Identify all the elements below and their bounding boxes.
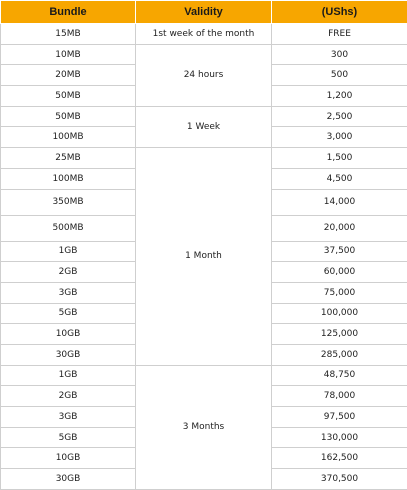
bundle-cell: 3GB <box>1 407 136 428</box>
bundle-cell: 3GB <box>1 282 136 303</box>
price-cell: 48,750 <box>272 365 407 386</box>
header-price: (UShs) <box>272 1 407 24</box>
bundle-cell: 1GB <box>1 241 136 262</box>
table-row <box>1 106 407 127</box>
price-cell: 3,000 <box>272 127 407 148</box>
bundle-cell: 50MB <box>1 106 136 127</box>
bundle-cell: 50MB <box>1 86 136 107</box>
bundle-cell: 500MB <box>1 215 136 241</box>
header-bundle: Bundle <box>1 1 136 24</box>
bundle-cell: 100MB <box>1 127 136 148</box>
validity-cell: 1 Month <box>136 148 272 366</box>
price-cell: 125,000 <box>272 324 407 345</box>
price-cell: 370,500 <box>272 469 407 490</box>
price-cell: 100,000 <box>272 303 407 324</box>
bundle-cell: 10MB <box>1 44 136 65</box>
price-cell: 1,200 <box>272 86 407 107</box>
price-cell: 285,000 <box>272 344 407 365</box>
bundle-cell: 100MB <box>1 168 136 189</box>
table-row <box>1 365 407 386</box>
validity-cell: 3 Months <box>136 365 272 489</box>
bundle-cell: 5GB <box>1 427 136 448</box>
bundle-cell: 2GB <box>1 262 136 283</box>
price-cell: 162,500 <box>272 448 407 469</box>
price-cell: 75,000 <box>272 282 407 303</box>
header-validity: Validity <box>136 1 272 24</box>
bundle-cell: 20MB <box>1 65 136 86</box>
validity-cell: 1st week of the month <box>136 24 272 45</box>
bundle-cell: 15MB <box>1 24 136 45</box>
table-row <box>1 44 407 65</box>
price-cell: 2,500 <box>272 106 407 127</box>
price-cell: 97,500 <box>272 407 407 428</box>
table-row <box>1 24 407 45</box>
price-cell: 130,000 <box>272 427 407 448</box>
bundle-cell: 10GB <box>1 324 136 345</box>
price-cell: 20,000 <box>272 215 407 241</box>
price-cell: 78,000 <box>272 386 407 407</box>
table-header-row <box>1 1 407 24</box>
price-cell: 14,000 <box>272 189 407 215</box>
price-cell: 4,500 <box>272 168 407 189</box>
validity-cell: 1 Week <box>136 106 272 147</box>
bundle-cell: 10GB <box>1 448 136 469</box>
price-cell: 300 <box>272 44 407 65</box>
bundle-cell: 30GB <box>1 344 136 365</box>
bundle-cell: 1GB <box>1 365 136 386</box>
price-cell: 60,000 <box>272 262 407 283</box>
validity-cell: 24 hours <box>136 44 272 106</box>
bundle-cell: 30GB <box>1 469 136 490</box>
table-row <box>1 148 407 169</box>
bundle-cell: 350MB <box>1 189 136 215</box>
price-cell: FREE <box>272 24 407 45</box>
price-cell: 1,500 <box>272 148 407 169</box>
bundle-cell: 5GB <box>1 303 136 324</box>
price-cell: 37,500 <box>272 241 407 262</box>
bundle-cell: 2GB <box>1 386 136 407</box>
price-cell: 500 <box>272 65 407 86</box>
bundle-cell: 25MB <box>1 148 136 169</box>
